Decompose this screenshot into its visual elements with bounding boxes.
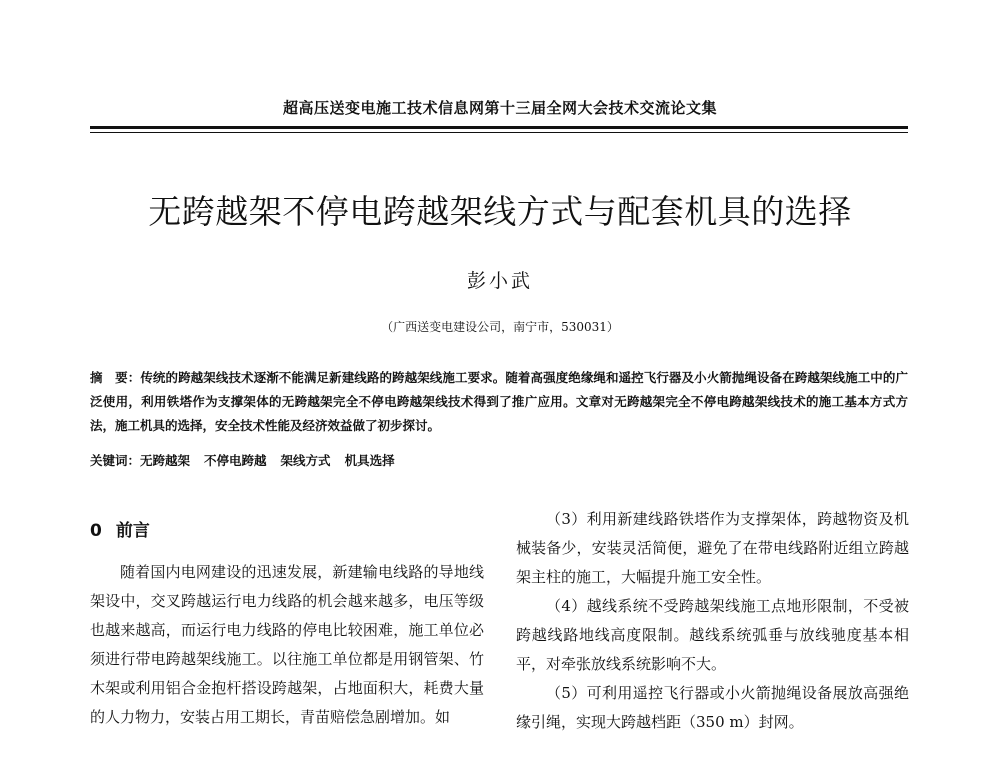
keyword: 不停电跨越: [204, 453, 267, 468]
abstract-label: 摘 要：: [90, 370, 141, 385]
header-rule-thick: [90, 126, 908, 129]
keyword: 架线方式: [280, 453, 331, 468]
author-affiliation: （广西送变电建设公司，南宁市，530031）: [381, 320, 619, 334]
list-item-5: （5）可利用遥控飞行器或小火箭抛绳设备展放高强绝缘引绳，实现大跨越档距（350 m）封网。: [516, 684, 909, 731]
article-title: 无跨越架不停电跨越架线方式与配套机具的选择: [148, 192, 852, 231]
section-heading-0: [90, 520, 484, 550]
list-item-4: （4）越线系统不受跨越架线施工点地形限制，不受被跨越线路地线高度限制。越线系统弧垂与放线驰度基本相平，对牵张放线系统影响不大。: [516, 597, 909, 673]
running-header: 超高压送变电施工技术信息网第十三届全网大会技术交流论文集: [282, 99, 717, 117]
section-0-paragraph: 随着国内电网建设的迅速发展，新建输电线路的导地线架设中，交叉跨越运行电力线路的机会越来越多，电压等级也越来越高，而运行电力线路的停电比较困难，施工单位必须进行带电跨越架线施工。以往施工单位都是用钢管架、竹木架或利用铝合金抱杆搭设跨越架，占地面积大，耗费大量的人力物力，安装占用工期长，青苗赔偿急剧增加。如: [90, 563, 484, 726]
abstract-text: 传统的跨越架线技术逐渐不能满足新建线路的跨越架线施工要求。随着高强度绝缘绳和遥控飞行器及小火箭抛绳设备在跨越架线施工中的广泛使用，利用铁塔作为支撑架体的无跨越架完全不停电跨越架线技术得到了推广应用。文章对无跨越架完全不停电跨越架线技术的施工基本方式方法，施工机具的选择，安全技术性能及经济效益做了初步探讨。: [90, 370, 908, 433]
section-number: 0: [90, 521, 102, 541]
list-item-3: （3）利用新建线路铁塔作为支撑架体，跨越物资及机械装备少，安装灵活简便，避免了在带电线路附近组立跨越架主柱的施工，大幅提升施工安全性。: [516, 510, 909, 586]
article-author: 彭小武: [466, 270, 533, 292]
keywords-label: 关键词：: [90, 453, 141, 468]
keyword: 机具选择: [344, 453, 395, 468]
keyword: 无跨越架: [140, 453, 191, 468]
right-column: [516, 505, 909, 737]
section-title: 前言: [115, 521, 150, 541]
abstract: [90, 366, 908, 438]
keywords: [90, 450, 908, 472]
left-column: [90, 520, 484, 732]
header-rule-thin: [90, 132, 908, 133]
